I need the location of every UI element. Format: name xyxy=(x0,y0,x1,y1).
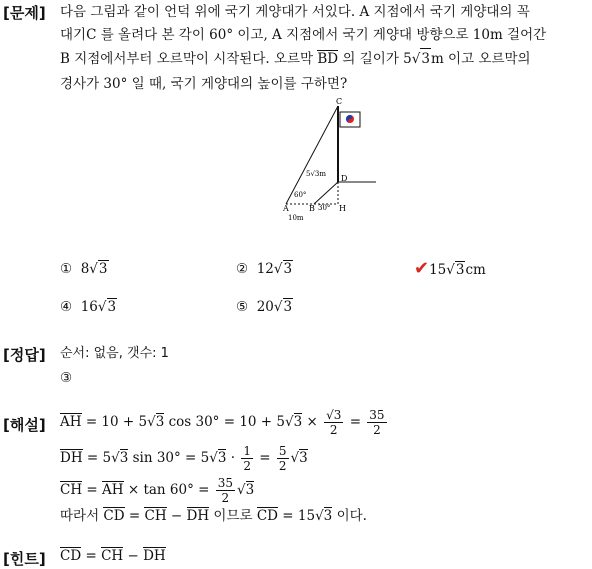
choice-coef: 16 xyxy=(80,299,98,315)
choice-2[interactable] xyxy=(236,260,293,277)
answer-tag: [정답] xyxy=(3,346,46,364)
eq-text: − xyxy=(170,508,183,524)
choice-coef: 15 xyxy=(429,262,447,278)
radicand: 3 xyxy=(217,450,227,466)
sqrt-symbol: √ xyxy=(273,299,283,315)
sqrt-symbol: √ xyxy=(89,261,98,277)
label-h: H xyxy=(339,204,346,213)
eq-text: sin 30° = 5 xyxy=(132,450,210,466)
sqrt-symbol: √ xyxy=(285,414,294,430)
explain-line-4 xyxy=(60,506,367,526)
radicand: 3 xyxy=(293,414,303,430)
explain-line-3 xyxy=(60,472,254,508)
problem-line-3c: m 이고 오르막의 xyxy=(430,51,531,67)
label-30: 30° xyxy=(318,204,331,212)
figure xyxy=(278,96,388,224)
radicand: 3 xyxy=(98,261,108,277)
checkmark-icon: ✔ xyxy=(414,258,430,279)
problem-tag: [문제] xyxy=(3,4,46,22)
label-10m: 10m xyxy=(288,214,304,222)
choice-num: ① xyxy=(60,261,73,277)
eq-text: · xyxy=(230,450,236,466)
eq-text: = xyxy=(349,414,361,430)
segment-ch: CH xyxy=(101,548,124,564)
fraction: $\frac{√3}{2}$ xyxy=(326,408,342,437)
sqrt-symbol: √ xyxy=(147,414,156,430)
problem-line-4: 경사가 30° 일 때, 국기 게양대의 높이를 구하면? xyxy=(60,76,348,92)
sqrt-symbol: √ xyxy=(290,450,300,466)
choice-5[interactable] xyxy=(236,298,293,315)
eq-text: = xyxy=(128,508,141,524)
segment-bd: BD xyxy=(317,51,339,67)
sqrt-symbol: √ xyxy=(411,51,421,67)
segment-cd: CD xyxy=(103,508,125,524)
eq-text: × tan 60° = xyxy=(127,482,210,498)
problem-line-3b: 의 길이가 5 xyxy=(342,51,412,67)
segment-dh: DH xyxy=(186,508,210,524)
choice-3[interactable] xyxy=(414,258,486,279)
eq-text: = xyxy=(86,482,98,498)
answer-line-2: ③ xyxy=(60,370,73,386)
choice-4[interactable] xyxy=(60,298,117,315)
radicand: 3 xyxy=(420,48,431,69)
fraction: $\frac{35}{2}$ xyxy=(217,476,234,505)
segment-ch: CH xyxy=(144,508,167,524)
choice-coef: 8 xyxy=(80,261,90,277)
label-a: A xyxy=(283,204,289,213)
eq-text: − xyxy=(127,548,139,564)
eq-text: = 5 xyxy=(86,450,112,466)
label-slope: 5√3m xyxy=(306,170,327,178)
radicand: 3 xyxy=(107,299,117,315)
sqrt-symbol: √ xyxy=(446,262,455,278)
fraction: $\frac{5}{2}$ xyxy=(278,444,287,473)
label-c: C xyxy=(336,97,343,106)
segment-cd: CD xyxy=(256,508,278,524)
choice-num: ② xyxy=(236,261,249,277)
choice-num: ④ xyxy=(60,299,73,315)
segment-ah: AH xyxy=(60,414,82,430)
fraction: $\frac{35}{2}$ xyxy=(369,408,385,437)
choice-unit: cm xyxy=(465,262,486,278)
label-b: B xyxy=(309,204,315,213)
choice-1[interactable] xyxy=(60,260,109,277)
explain-line-2 xyxy=(60,440,308,476)
explain-line-1 xyxy=(60,404,389,440)
eq-text: = xyxy=(259,450,271,466)
radicand: 3 xyxy=(299,450,308,466)
hint-line xyxy=(60,546,166,566)
radicand: 3 xyxy=(455,262,465,278)
segment-dh: DH xyxy=(60,450,83,466)
radicand: 3 xyxy=(283,299,293,315)
choice-coef: 20 xyxy=(256,299,274,315)
answer-line-1: 순서: 없음, 갯수: 1 xyxy=(60,346,169,361)
sqrt-symbol: √ xyxy=(209,450,218,466)
segment-ch: CH xyxy=(60,482,83,498)
eq-text: = xyxy=(85,548,97,564)
segment-cd: CD xyxy=(60,548,82,564)
sqrt-symbol: √ xyxy=(97,299,107,315)
label-60: 60° xyxy=(294,191,307,199)
radicand: 3 xyxy=(283,261,293,277)
sqrt-symbol: √ xyxy=(111,450,120,466)
sqrt-symbol: √ xyxy=(273,261,283,277)
sqrt-symbol: √ xyxy=(315,508,324,524)
radicand: 3 xyxy=(155,414,165,430)
eq-text: = 15 xyxy=(282,508,316,524)
segment-dh: DH xyxy=(143,548,166,564)
problem-line-1: 다음 그림과 같이 언덕 위에 국기 게양대가 서있다. A 지점에서 국기 게양대의 꼭 xyxy=(60,4,530,20)
eq-text: 이다. xyxy=(336,508,367,524)
radicand: 3 xyxy=(119,450,129,466)
radicand: 3 xyxy=(323,508,333,524)
choice-num: ⑤ xyxy=(236,299,249,315)
choice-coef: 12 xyxy=(256,261,274,277)
problem-line-3 xyxy=(60,48,531,69)
eq-text: 따라서 xyxy=(60,508,100,524)
sqrt-symbol: √ xyxy=(237,482,246,498)
eq-text: cos 30° = 10 + 5 xyxy=(168,414,285,430)
explain-tag: [해설] xyxy=(3,416,46,434)
fraction: $\frac{1}{2}$ xyxy=(243,444,251,473)
eq-text: × xyxy=(306,414,318,430)
eq-text: = 10 + 5 xyxy=(85,414,148,430)
radicand: 3 xyxy=(245,482,255,498)
eq-text: 이므로 xyxy=(213,508,253,524)
segment-ah: AH xyxy=(102,482,124,498)
sqrt xyxy=(412,48,431,69)
slope-line xyxy=(314,182,338,204)
hint-tag: [힌트] xyxy=(3,550,46,568)
problem-line-2: 대기C 를 올려다 본 각이 60° 이고, A 지점에서 국기 게양대 방향으로 10m 걸어간 xyxy=(60,27,547,43)
problem-line-3a: B 지점에서부터 오르막이 시작된다. 오르막 xyxy=(60,51,314,67)
label-d: D xyxy=(341,174,348,183)
